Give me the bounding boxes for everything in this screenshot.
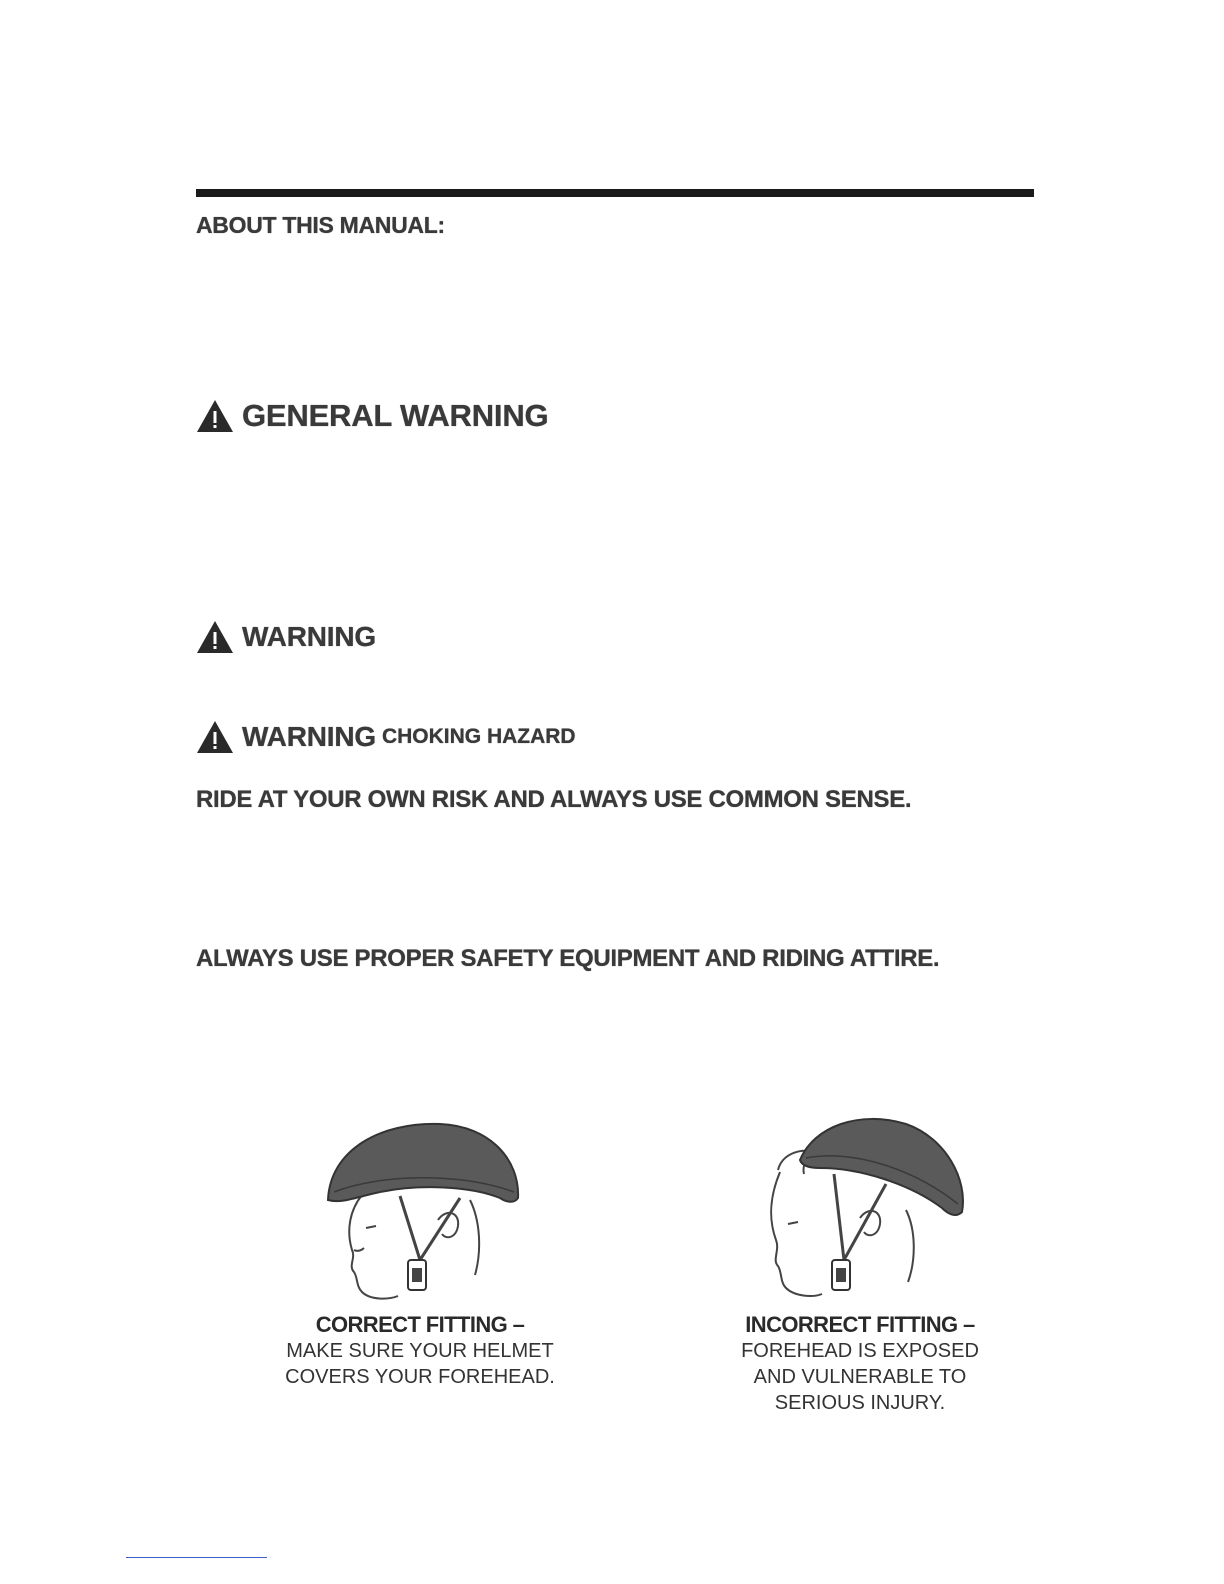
choking-warning-heading bbox=[196, 720, 576, 754]
about-manual-heading: ABOUT THIS MANUAL: bbox=[196, 212, 445, 238]
general-warning-label: GENERAL WARNING bbox=[242, 398, 549, 433]
incorrect-fitting-line: AND VULNERABLE TO bbox=[753, 1366, 967, 1388]
incorrect-fitting-caption bbox=[690, 1312, 1030, 1416]
warning-triangle-icon bbox=[196, 620, 234, 654]
helmet-incorrect-illustration bbox=[710, 1100, 1010, 1310]
helmet-correct-illustration bbox=[270, 1100, 570, 1310]
incorrect-fitting-line: SERIOUS INJURY. bbox=[774, 1392, 946, 1414]
general-warning-heading bbox=[196, 398, 548, 434]
incorrect-fitting-figure bbox=[690, 1100, 1030, 1430]
warning-label: WARNING bbox=[242, 621, 376, 652]
correct-fitting-caption bbox=[250, 1312, 590, 1390]
correct-fitting-line: MAKE SURE YOUR HELMET bbox=[286, 1340, 554, 1362]
ride-at-own-risk-notice: RIDE AT YOUR OWN RISK AND ALWAYS USE COMMON SENSE. bbox=[196, 786, 912, 813]
safety-attire-notice: ALWAYS USE PROPER SAFETY EQUIPMENT AND RIDING ATTIRE. bbox=[196, 945, 940, 972]
correct-fitting-title: CORRECT FITTING – bbox=[315, 1312, 525, 1337]
correct-fitting-line: COVERS YOUR FOREHEAD. bbox=[285, 1366, 555, 1388]
incorrect-fitting-line: FOREHEAD IS EXPOSED bbox=[741, 1340, 979, 1362]
warning-heading bbox=[196, 620, 376, 654]
incorrect-fitting-title: INCORRECT FITTING – bbox=[745, 1312, 975, 1337]
choking-hazard-sublabel: CHOKING HAZARD bbox=[381, 725, 576, 748]
section-rule bbox=[196, 189, 1034, 197]
correct-fitting-figure bbox=[250, 1100, 590, 1430]
footer-link-underline bbox=[126, 1557, 267, 1558]
warning-triangle-icon bbox=[196, 399, 234, 433]
choking-warning-label: WARNING bbox=[242, 721, 376, 752]
warning-triangle-icon bbox=[196, 720, 234, 754]
